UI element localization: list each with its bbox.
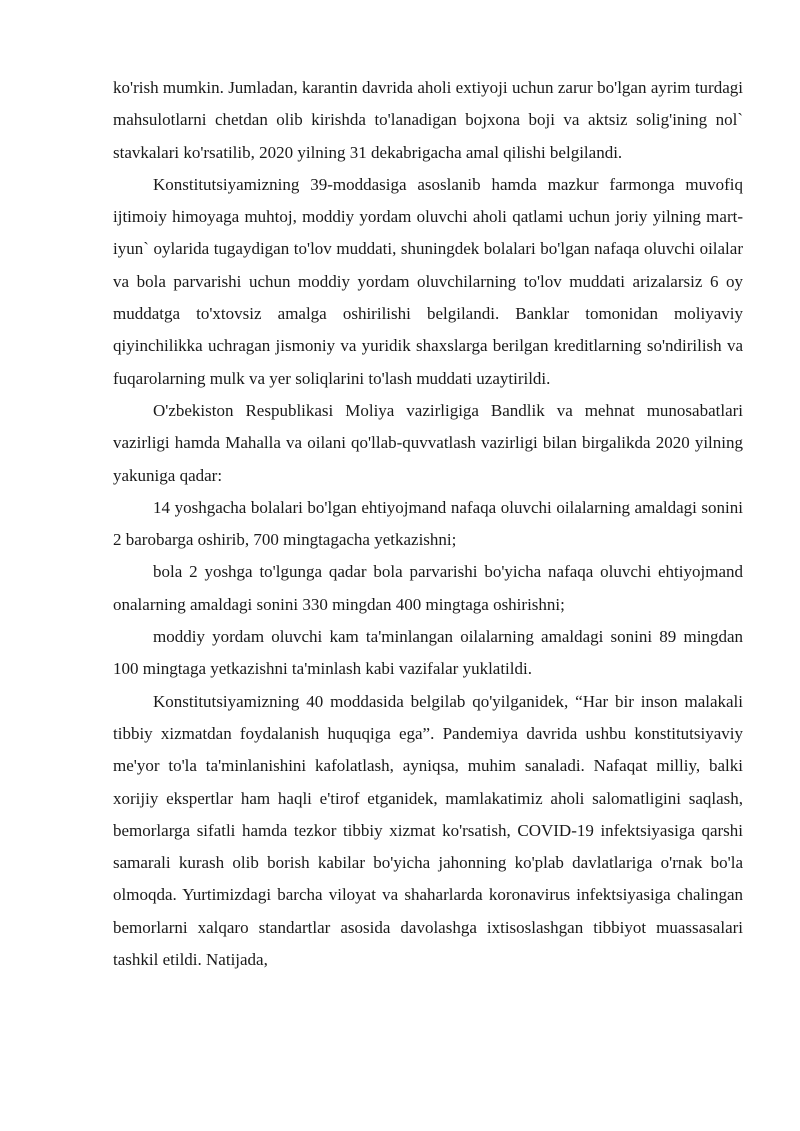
list-item-families-children: 14 yoshgacha bolalari bo'lgan ehtiyojmand nafaqa oluvchi oilalarning amaldagi sonini 2 barobarga oshirib, 700 mingtagacha yetkazishni; [113,497,743,550]
list-item-low-income-families: moddiy yordam oluvchi kam ta'minlangan oilalarning amaldagi sonini 89 mingdan 100 mingtaga yetkazishni ta'minlash kabi vazifalar yuklatildi. [113,627,743,679]
body-text [113,72,743,976]
paragraph-ministry-tasks: O'zbekiston Respublikasi Moliya vazirligiga Bandlik va mehnat munosabatlari vazirligi hamda Mahalla va oilani qo'llab-quvvatlash vazirligi bilan birgalikda 2020 yilning yakuniga qadar: [113,400,743,485]
paragraph-article-39: Konstitutsiyamizning 39-moddasiga asoslanib hamda mazkur farmonga muvofiq ijtimoiy himoyaga muhtoj, moddiy yordam oluvchi aholi qatlami uchun joriy yilning mart-iyun` oylarida tugaydigan to'lov muddati, shuningdek bolalari bo'lgan nafaqa oluvchi oilalar va bola parvarishi uchun moddiy yordam oluvchilarning to'lov muddati arizalarsiz 6 oy muddatga to'xtovsiz amalga oshirilishi belgilandi. Banklar tomonidan moliyaviy qiyinchilikka uchragan jismoniy va yuridik shaxslarga berilgan kreditlarning so'ndirilish va fuqarolarning mulk va yer soliqlarini to'lash muddati uzaytirildi. [113,174,743,388]
paragraph-article-40: Konstitutsiyamizning 40 moddasida belgilab qo'yilganidek, “Har bir inson malakali tibbiy xizmatdan foydalanish huquqiga ega”. Pandemiya davrida ushbu konstitutsiyaviy me'yor to'la ta'minlanishini kafolatlash, ayniqsa, muhim sanaladi. Nafaqat milliy, balki xorijiy ekspertlar ham haqli e'tirof etganidek, mamlakatimiz aholi salomatligini saqlash, bemorlarga sifatli hamda tezkor tibbiy xizmat ko'rsatish, COVID-19 infektsiyasiga qarshi samarali kurash olib borish kabilar bo'yicha jahonning ko'plab davlatlariga o'rnak bo'la olmoqda. Yurtimizdagi barcha viloyat va shaharlarda koronavirus infektsiyasiga chalingan bemorlarni xalqaro standartlar asosida davolashga ixtisoslashgan tibbiyot muassasalari tashkil etildi. Natijada, [113,691,743,970]
paragraph-continuation: ko'rish mumkin. Jumladan, karantin davrida aholi extiyoji uchun zarur bo'lgan ayrim turdagi mahsulotlarni chetdan olib kirishda to'lanadigan bojxona boji va aktsiz solig'ining nol` stavkalari ko'rsatilib, 2020 yilning 31 dekabrigacha amal qilishi belgilandi. [113,78,743,162]
list-item-mothers-childcare: bola 2 yoshga to'lgunga qadar bola parvarishi bo'yicha nafaqa oluvchi ehtiyojmand onalarning amaldagi sonini 330 mingdan 400 mingtaga oshirishni; [113,562,743,614]
